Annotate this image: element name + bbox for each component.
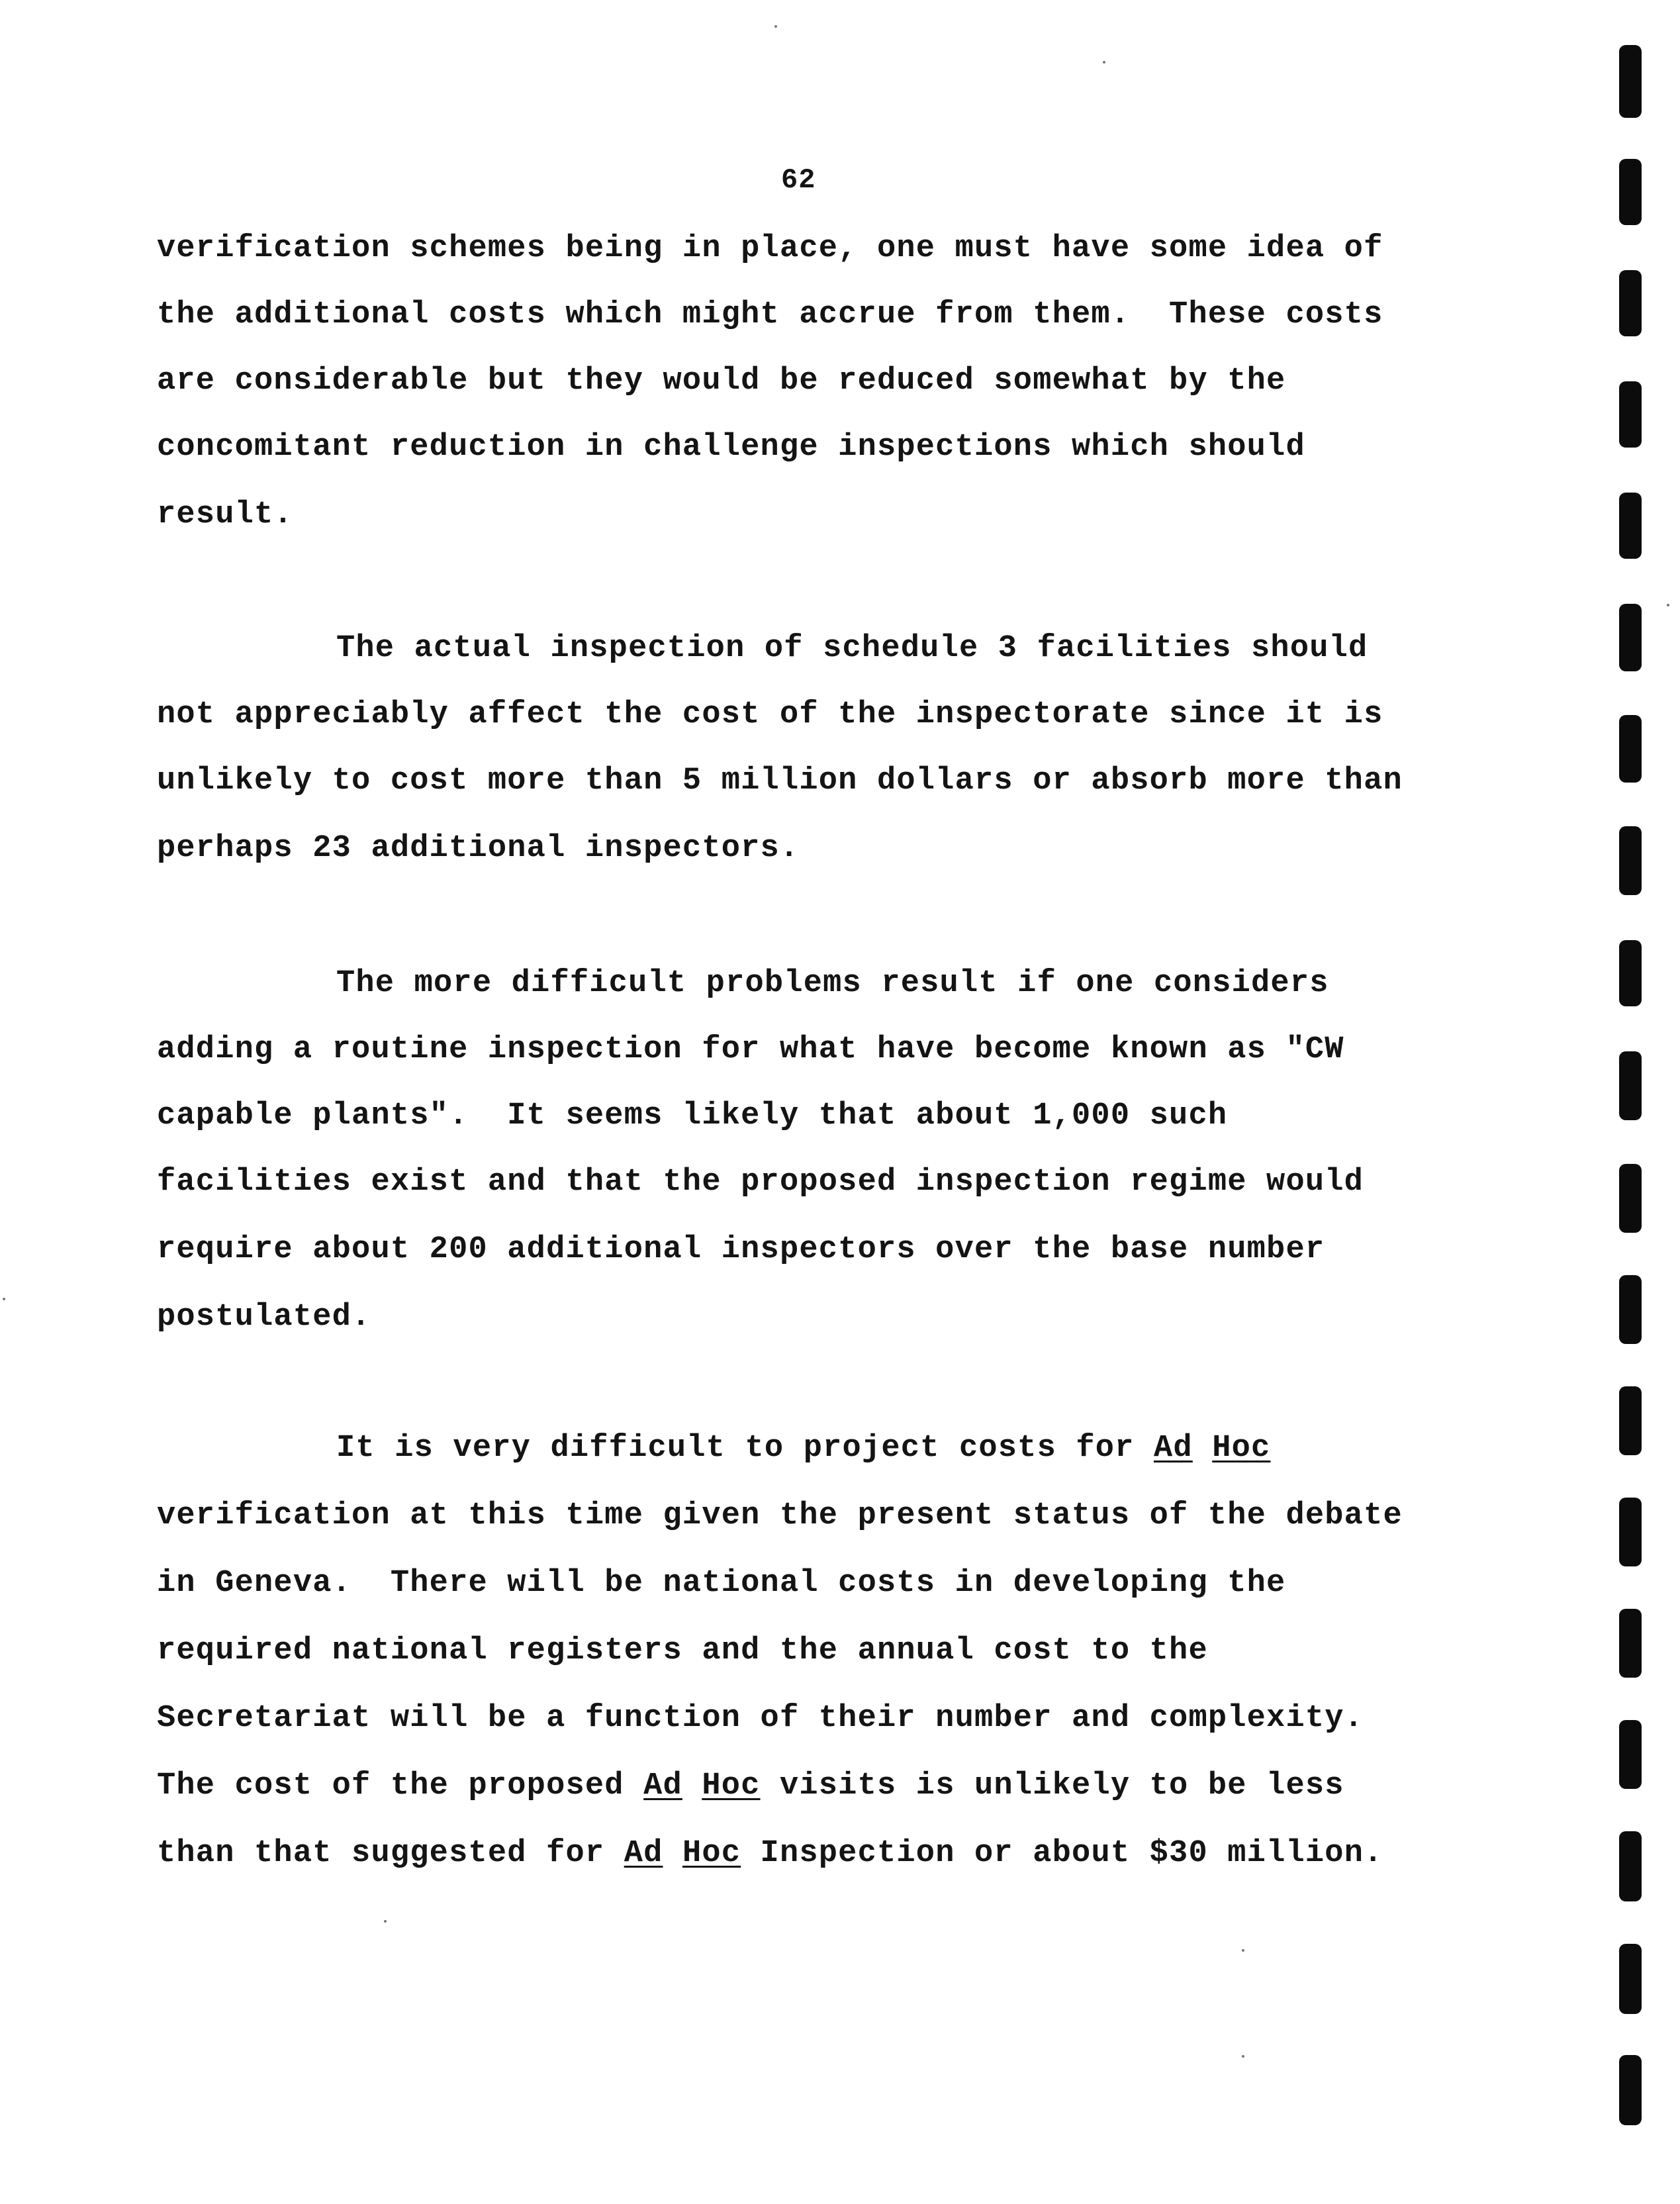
scan-margin-mark xyxy=(1619,1386,1642,1455)
scan-margin-mark xyxy=(1619,270,1642,336)
paragraph-4-line-1 xyxy=(336,1429,1270,1468)
paragraph-3-line-2: adding a routine inspection for what have become known as "CW xyxy=(157,1032,1344,1067)
scan-margin-mark xyxy=(1619,1944,1642,2014)
paragraph-4-line-4: required national registers and the annual cost to the xyxy=(157,1633,1208,1668)
scan-margin-mark xyxy=(1619,1720,1642,1789)
ad-hoc-underlined: Ad xyxy=(624,1836,663,1871)
text-run xyxy=(1193,1431,1212,1466)
paragraph-4-line-5: Secretariat will be a function of their number and complexity. xyxy=(157,1701,1364,1736)
scan-speck xyxy=(1242,1949,1244,1952)
scan-speck xyxy=(1242,2055,1244,2058)
paragraph-2-line-1: The actual inspection of schedule 3 facilities should xyxy=(336,631,1368,666)
paragraph-1-line-2: the additional costs which might accrue from them. These costs xyxy=(157,297,1383,332)
scan-margin-mark xyxy=(1619,1498,1642,1566)
scan-margin-mark xyxy=(1619,1164,1642,1233)
scan-margin-mark xyxy=(1619,1275,1642,1344)
paragraph-3-line-3: capable plants". It seems likely that about 1,000 such xyxy=(157,1098,1228,1133)
text-run: It is very difficult to project costs for xyxy=(336,1431,1154,1466)
scan-margin-mark xyxy=(1619,2055,1642,2125)
text-run xyxy=(663,1836,682,1871)
ad-hoc-underlined: Ad xyxy=(1154,1431,1193,1466)
scan-margin-mark xyxy=(1619,45,1642,118)
paragraph-3-line-5: require about 200 additional inspectors over the base number xyxy=(157,1232,1325,1267)
scan-margin-mark xyxy=(1619,1831,1642,1901)
text-run: Inspection or about $30 million. xyxy=(741,1836,1383,1871)
paragraph-4-line-3: in Geneva. There will be national costs in developing the xyxy=(157,1566,1286,1601)
paragraph-1-line-1: verification schemes being in place, one must have some idea of xyxy=(157,231,1383,266)
page-number: 62 xyxy=(781,164,816,196)
scan-speck xyxy=(774,25,777,28)
scan-margin-mark xyxy=(1619,381,1642,448)
scan-margin-mark xyxy=(1619,1051,1642,1120)
paragraph-1-line-5: result. xyxy=(157,497,293,532)
paragraph-4-line-2: verification at this time given the present status of the debate xyxy=(157,1498,1403,1533)
text-run xyxy=(682,1768,702,1803)
paragraph-2-line-2: not appreciably affect the cost of the inspectorate since it is xyxy=(157,697,1383,732)
text-run: visits is unlikely to be less xyxy=(760,1768,1344,1803)
scan-margin-mark xyxy=(1619,1609,1642,1678)
text-run: than that suggested for xyxy=(157,1836,624,1871)
scan-margin-mark xyxy=(1619,493,1642,559)
paragraph-4-line-7 xyxy=(157,1834,1383,1874)
scan-speck xyxy=(1667,604,1669,606)
paragraph-2-line-4: perhaps 23 additional inspectors. xyxy=(157,831,800,866)
paragraph-1-line-3: are considerable but they would be reduced somewhat by the xyxy=(157,363,1286,399)
paragraph-4-line-6 xyxy=(157,1766,1344,1806)
ad-hoc-underlined: Hoc xyxy=(682,1836,741,1871)
paragraph-3-line-1: The more difficult problems result if one considers xyxy=(336,966,1329,1001)
paragraph-1-line-4: concomitant reduction in challenge inspections which should xyxy=(157,430,1305,465)
scan-speck xyxy=(1103,61,1105,64)
ad-hoc-underlined: Ad xyxy=(643,1768,682,1803)
paragraph-3-line-6: postulated. xyxy=(157,1300,371,1335)
paragraph-3-line-4: facilities exist and that the proposed inspection regime would xyxy=(157,1165,1364,1200)
scan-margin-mark xyxy=(1619,826,1642,895)
scan-margin-mark xyxy=(1619,604,1642,671)
text-run: The cost of the proposed xyxy=(157,1768,644,1803)
ad-hoc-underlined: Hoc xyxy=(702,1768,761,1803)
scan-margin-mark xyxy=(1619,715,1642,783)
scan-margin-mark xyxy=(1619,159,1642,225)
scan-speck xyxy=(3,1298,5,1300)
scan-margin-mark xyxy=(1619,940,1642,1006)
paragraph-2-line-3: unlikely to cost more than 5 million dollars or absorb more than xyxy=(157,763,1403,798)
scan-speck xyxy=(384,1920,387,1923)
ad-hoc-underlined: Hoc xyxy=(1212,1431,1271,1466)
